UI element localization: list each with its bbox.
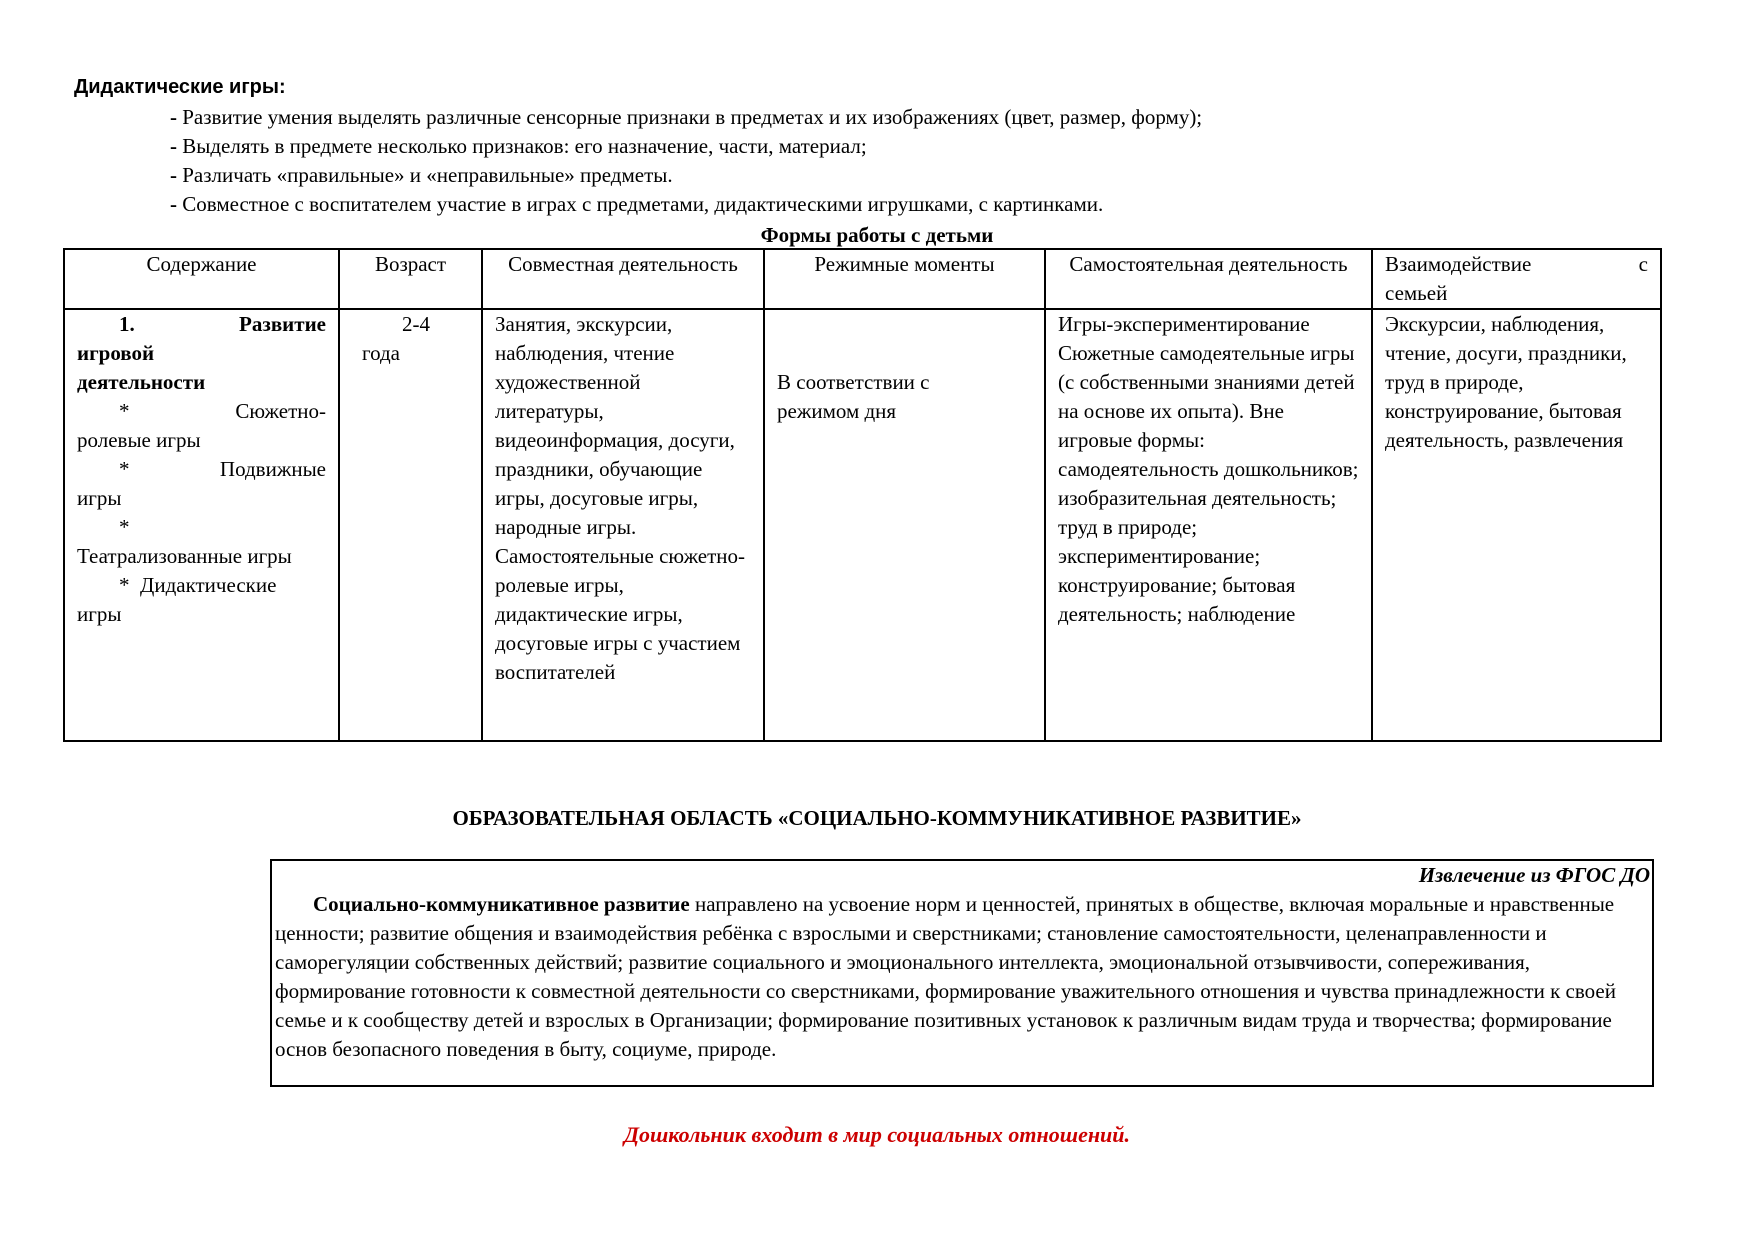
bullet-text: Совместное с воспитателем участие в играх с предметами, дидактическими игрушками, с картинками. <box>182 192 1104 216</box>
bullet-text: Выделять в предмете несколько признаков: его назначение, части, материал; <box>182 134 867 158</box>
bullet-item <box>170 162 673 188</box>
table-row <box>64 309 1661 741</box>
header-family-word2: семьей <box>1385 281 1448 305</box>
list-star: * <box>119 515 130 539</box>
cell-joint: Занятия, экскурсии, наблюдения, чтение художественной литературы, видеоинформация, досуги, праздники, обучающие игры, досуговые игры, народные игры. Самостоятельные сюжетно-ролевые игры, дидактические игры, досуговые игры с участием воспитателей <box>482 309 764 741</box>
section-heading: Дидактические игры: <box>74 76 286 98</box>
fgos-extract-box <box>270 859 1654 1087</box>
bullet-marker: - <box>170 105 177 129</box>
content-title-part: Развитие <box>239 312 326 336</box>
table-title: Формы работы с детьми <box>760 223 994 247</box>
list-item-text: Дидактические <box>140 573 277 597</box>
bullet-item <box>170 191 1103 217</box>
list-star: * <box>119 457 130 481</box>
bullet-marker: - <box>170 163 177 187</box>
motto: Дошкольник входит в мир социальных отношений. <box>623 1122 1131 1147</box>
header-family-word: Взаимодействие <box>1385 252 1532 276</box>
list-item-text: игры <box>77 486 122 510</box>
header-family-prep: с <box>1638 252 1648 276</box>
list-item-text: Театрализованные игры <box>77 544 292 568</box>
cell-routine <box>764 309 1045 741</box>
bullet-text: Развитие умения выделять различные сенсорные признаки в предметах и их изображениях (цвет, размер, форму); <box>182 105 1203 129</box>
region-title: ОБРАЗОВАТЕЛЬНАЯ ОБЛАСТЬ «СОЦИАЛЬНО-КОММУНИКАТИВНОЕ РАЗВИТИЕ» <box>452 806 1302 830</box>
header-routine: Режимные моменты <box>764 249 1045 309</box>
content-number: 1. <box>119 312 135 336</box>
header-independent: Самостоятельная деятельность <box>1045 249 1372 309</box>
cell-independent: Игры-экспериментирование Сюжетные самодеятельные игры (с собственными знаниями детей на основе их опыта). Вне игровые формы: самодеятельность дошкольников; изобразительная деятельность; труд в природе; экспериментирование; конструирование; бытовая деятельность; наблюдение <box>1045 309 1372 741</box>
header-joint: Совместная деятельность <box>482 249 764 309</box>
header-family <box>1372 249 1661 309</box>
fgos-source-label: Извлечение из ФГОС ДО <box>1418 863 1650 887</box>
bullet-item <box>170 104 1202 130</box>
fgos-lead: Социально-коммуникативное развитие <box>313 892 690 916</box>
content-title-part: деятельности <box>77 370 206 394</box>
bullet-item <box>170 133 867 159</box>
bullet-marker: - <box>170 192 177 216</box>
list-star: * <box>119 399 130 423</box>
list-item-text: Подвижные <box>219 457 326 481</box>
bullet-text: Различать «правильные» и «неправильные» предметы. <box>182 163 673 187</box>
cell-age <box>339 309 482 741</box>
bullet-marker: - <box>170 134 177 158</box>
routine-text: В соответствии с режимом дня <box>777 370 930 423</box>
age-text: 2-4 года <box>362 312 430 365</box>
fgos-body: направлено на усвоение норм и ценностей, принятых в обществе, включая моральные и нравственные ценности; развитие общения и взаимодействия ребёнка с взрослыми и сверстниками; становление самостоятельности, целенаправленности и саморегуляции собственных действий; развитие социального и эмоционального интеллекта, эмоциональной отзывчивости, сопереживания, формирование готовности к совместной деятельности со сверстниками, формирование уважительного отношения и чувства принадлежности к своей семье и к сообществу детей и взрослых в Организации; формирование позитивных установок к различным видам труда и творчества; формирование основ безопасного поведения в быту, социуме, природе. <box>275 892 1616 1061</box>
cell-content <box>64 309 339 741</box>
list-item-text: ролевые игры <box>77 428 201 452</box>
list-star: * <box>119 573 130 597</box>
list-item-text: игры <box>77 602 122 626</box>
content-title-part: игровой <box>77 341 155 365</box>
header-content: Содержание <box>64 249 339 309</box>
table-header-row <box>64 249 1661 309</box>
header-age: Возраст <box>339 249 482 309</box>
fgos-text <box>275 890 1652 1064</box>
list-item-text: Сюжетно- <box>235 399 326 423</box>
cell-family: Экскурсии, наблюдения, чтение, досуги, праздники, труд в природе, конструирование, бытовая деятельность, развлечения <box>1372 309 1661 741</box>
forms-table <box>63 248 1662 742</box>
